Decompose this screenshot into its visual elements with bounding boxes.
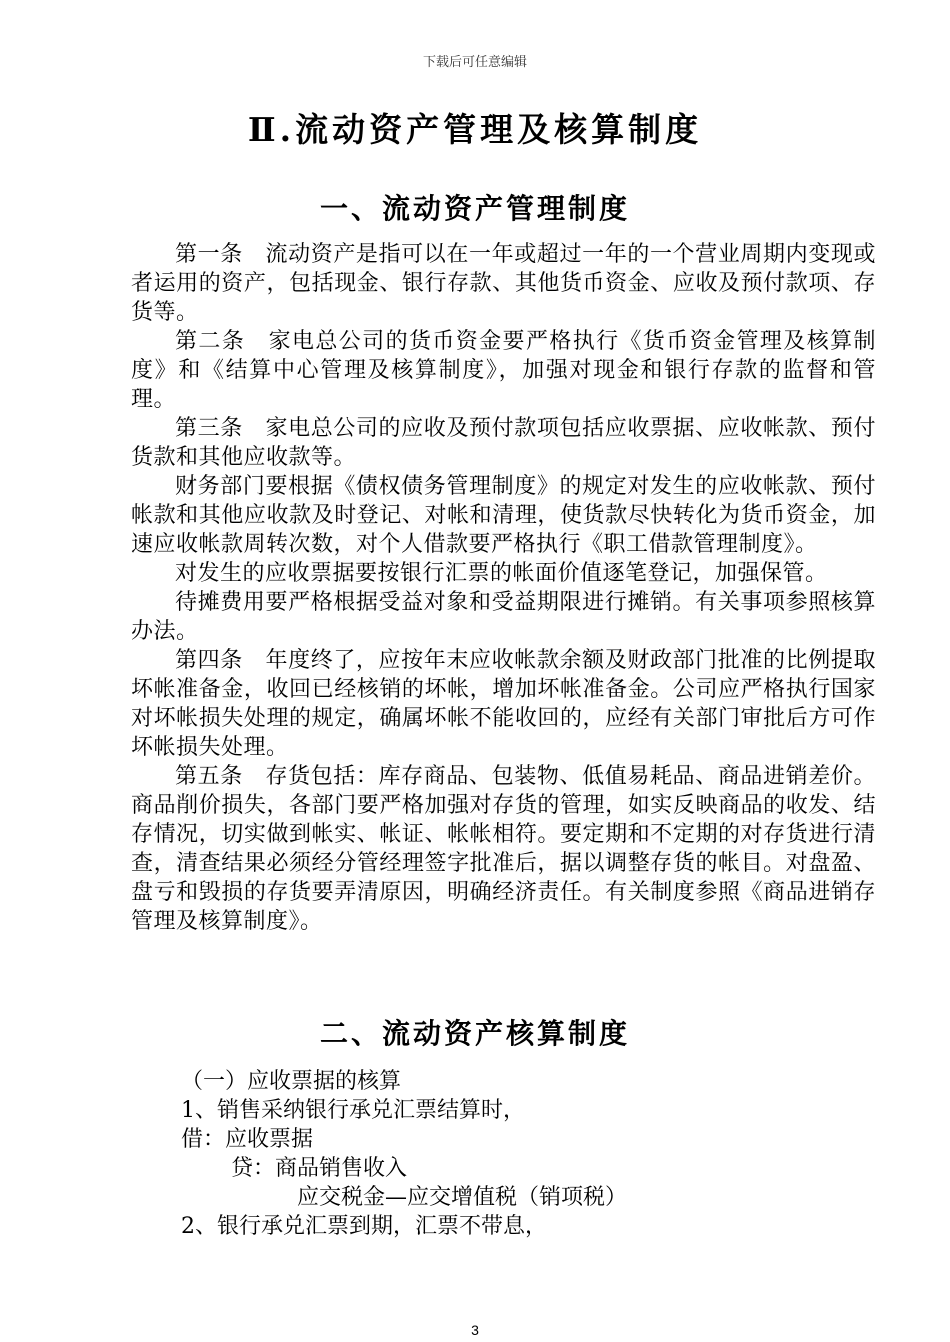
paragraph: 第二条 家电总公司的货币资金要严格执行《货币资金管理及核算制度》和《结算中心管理及核算制度》，加强对现金和银行存款的监督和管理。 — [131, 329, 876, 412]
list-item: 1、销售采纳银行承兑汇票结算时， — [181, 1098, 525, 1123]
journal-debit: 借：应收票据 — [181, 1127, 314, 1152]
section-2-body — [131, 1067, 876, 1241]
list-item: 2、银行承兑汇票到期，汇票不带息， — [181, 1214, 547, 1239]
section-1-body — [131, 240, 876, 936]
paragraph: 第五条 存货包括：库存商品、包装物、低值易耗品、商品进销差价。商品削价损失，各部门要严格加强对存货的管理，如实反映商品的收发、结存情况，切实做到帐实、帐证、帐帐相符。要定期和不定期的对存货进行清查，清查结果必须经分管经理签字批准后，据以调整存货的帐目。对盘盈、盘亏和毁损的存货要弄清原因，明确经济责任。有关制度参照《商品进销存管理及核算制度》。 — [131, 764, 876, 934]
paragraph: 第三条 家电总公司的应收及预付款项包括应收票据、应收帐款、预付货款和其他应收款等。 — [131, 416, 876, 470]
section-1-heading: 一、流动资产管理制度 — [319, 192, 630, 225]
subsection-heading: （一）应收票据的核算 — [181, 1069, 402, 1094]
journal-credit-sub: 应交税金—应交增值税（销项税） — [297, 1185, 628, 1210]
paragraph: 待摊费用要严格根据受益对象和受益期限进行摊销。有关事项参照核算办法。 — [131, 590, 876, 644]
paragraph: 对发生的应收票据要按银行汇票的帐面价值逐笔登记，加强保管。 — [175, 561, 828, 586]
document-title: Ⅱ.流动资产管理及核算制度 — [247, 110, 703, 149]
section-2-heading: 二、流动资产核算制度 — [319, 1017, 630, 1050]
paragraph: 第一条 流动资产是指可以在一年或超过一年的一个营业周期内变现或者运用的资产，包括现金、银行存款、其他货币资金、应收及预付款项、存货等。 — [131, 242, 876, 325]
paragraph: 财务部门要根据《债权债务管理制度》的规定对发生的应收帐款、预付帐款和其他应收款及时登记、对帐和清理，使货款尽快转化为货币资金，加速应收帐款周转次数，对个人借款要严格执行《职工借款管理制度》。 — [131, 474, 876, 557]
journal-credit: 贷：商品销售收入 — [231, 1156, 408, 1181]
paragraph: 第四条 年度终了，应按年末应收帐款余额及财政部门批准的比例提取坏帐准备金，收回已经核销的坏帐，增加坏帐准备金。公司应严格执行国家对坏帐损失处理的规定，确属坏帐不能收回的，应经有关部门审批后方可作坏帐损失处理。 — [131, 648, 876, 760]
page-header: 下载后可任意编辑 — [422, 55, 527, 70]
page-number: 3 — [471, 1322, 479, 1338]
